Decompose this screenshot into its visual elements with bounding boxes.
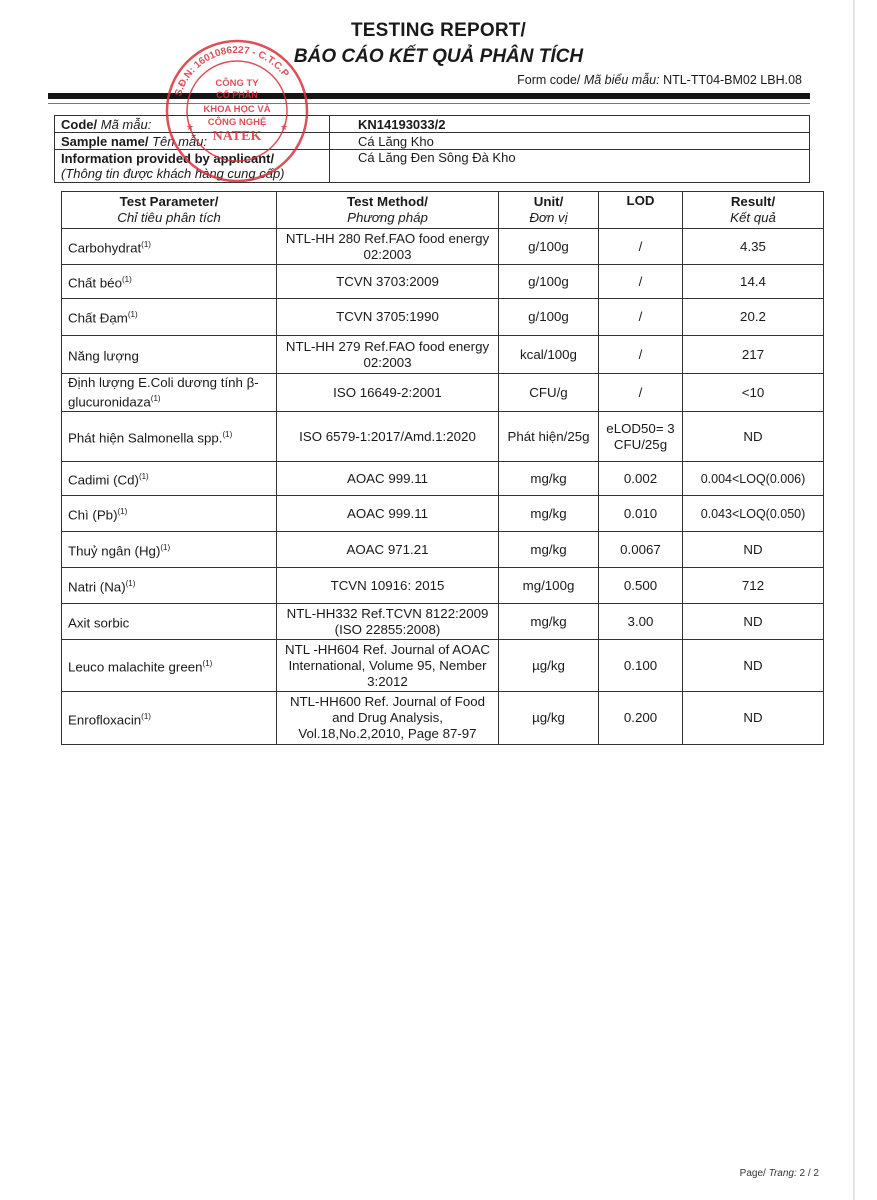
col-header-unit: Unit/ Đơn vị (499, 192, 599, 229)
method-cell: NTL-HH 279 Ref.FAO food energy 02:2003 (277, 336, 499, 374)
svg-text:KHOA HỌC VÀ: KHOA HỌC VÀ (203, 104, 271, 115)
result-cell: 4.35 (683, 229, 824, 265)
param-cell: Natri $(Na)^{(1)}$ (62, 568, 277, 604)
param-cell: Axit sorbic (62, 604, 277, 640)
table-row (62, 336, 824, 374)
unit-cell: g/100g (499, 229, 599, 265)
company-seal-stamp (162, 36, 312, 186)
method-cell: ISO 6579-1:2017/Amd.1:2020 (277, 412, 499, 462)
param-cell: Thuỷ ngân $(Hg)^{(1)}$ (62, 532, 277, 568)
method-cell: NTL-HH332 Ref.TCVN 8122:2009 (ISO 22855:2008) (277, 604, 499, 640)
col-header-result: Result/ Kết quả (683, 192, 824, 229)
page-label-vi: Trang: (768, 1168, 797, 1179)
lod-cell: 3.00 (599, 604, 683, 640)
param-cell: Phát hiện Salmonella spp.$^{(1)}$ (62, 412, 277, 462)
svg-text:S.Đ.N: 1601086227 - C.T.C.P: S.Đ.N: 1601086227 - C.T.C.P (173, 44, 291, 98)
table-row (62, 374, 824, 412)
method-cell: NTL-HH 280 Ref.FAO food energy 02:2003 (277, 229, 499, 265)
result-cell: ND (683, 692, 824, 745)
lod-cell: 0.002 (599, 462, 683, 496)
svg-text:CỔ PHẦN: CỔ PHẦN (216, 90, 258, 100)
result-cell: ND (683, 532, 824, 568)
svg-text:★: ★ (279, 122, 289, 132)
col-header-lod: LOD (599, 192, 683, 229)
unit-cell: mg/kg (499, 496, 599, 532)
table-row (62, 568, 824, 604)
unit-cell: µg/kg (499, 692, 599, 745)
code-label: Code/ Mã mẫu: (55, 116, 330, 133)
lod-cell: 0.010 (599, 496, 683, 532)
param-cell: Chất Đạm$^{(1)}$ (62, 299, 277, 336)
unit-cell: mg/kg (499, 462, 599, 496)
table-row (62, 412, 824, 462)
sample-label: Sample name/ Tên mẫu: (55, 133, 330, 150)
table-row (62, 496, 824, 532)
page-edge (853, 0, 855, 1200)
unit-cell: Phát hiện/25g (499, 412, 599, 462)
page-number (740, 1168, 819, 1179)
result-cell: ND (683, 640, 824, 692)
lod-cell: 0.500 (599, 568, 683, 604)
result-cell: 20.2 (683, 299, 824, 336)
param-cell: Cadimi $(Cd)^{(1)}$ (62, 462, 277, 496)
method-cell: AOAC 971.21 (277, 532, 499, 568)
param-cell: Chất béo$^{(1)}$ (62, 265, 277, 299)
param-cell: Leuco malachite green$^{(1)}$ (62, 640, 277, 692)
param-cell: Carbohydrat$^{(1)}$ (62, 229, 277, 265)
table-row (62, 604, 824, 640)
method-cell: AOAC 999.11 (277, 496, 499, 532)
sample-value: Cá Lăng Kho (330, 133, 810, 150)
unit-cell: mg/kg (499, 532, 599, 568)
result-cell: ND (683, 412, 824, 462)
code-value: KN14193033/2 (330, 116, 810, 133)
method-cell: TCVN 3705:1990 (277, 299, 499, 336)
result-cell: 14.4 (683, 265, 824, 299)
unit-cell: CFU/g (499, 374, 599, 412)
table-row (62, 462, 824, 496)
lod-cell: / (599, 336, 683, 374)
form-code-label: Form code/ (517, 73, 581, 87)
provided-label: Information provided by applicant/ (Thông tin được khách hàng cung cấp) (55, 150, 330, 183)
page-label: Page/ (739, 1168, 766, 1179)
lod-cell: / (599, 374, 683, 412)
result-cell: 217 (683, 336, 824, 374)
table-row (62, 299, 824, 336)
unit-cell: kcal/100g (499, 336, 599, 374)
table-row (62, 532, 824, 568)
svg-text:CÔNG NGHỆ: CÔNG NGHỆ (207, 117, 267, 128)
result-cell: ND (683, 604, 824, 640)
method-cell: ISO 16649-2:2001 (277, 374, 499, 412)
result-cell: 0.043<LOQ(0.050) (683, 496, 824, 532)
table-row (62, 640, 824, 692)
svg-text:★: ★ (185, 122, 195, 132)
lod-cell: 0.200 (599, 692, 683, 745)
lod-cell: eLOD50= 3 CFU/25g (599, 412, 683, 462)
unit-cell: µg/kg (499, 640, 599, 692)
lod-cell: 0.0067 (599, 532, 683, 568)
result-cell: 0.004<LOQ(0.006) (683, 462, 824, 496)
unit-cell: mg/100g (499, 568, 599, 604)
col-header-parameter: Test Parameter/ Chỉ tiêu phân tích (62, 192, 277, 229)
method-cell: AOAC 999.11 (277, 462, 499, 496)
unit-cell: g/100g (499, 265, 599, 299)
table-row (62, 692, 824, 745)
form-code-value: NTL-TT04-BM02 LBH.08 (663, 73, 802, 87)
report-title-en: TESTING REPORT/ (350, 20, 527, 41)
page-value: 2 / 2 (799, 1168, 819, 1179)
table-row (62, 229, 824, 265)
results-header-row (62, 192, 824, 229)
results-table (61, 191, 824, 745)
param-cell: Chì $(Pb)^{(1)}$ (62, 496, 277, 532)
param-cell: Năng lượng (62, 336, 277, 374)
method-cell: NTL-HH600 Ref. Journal of Food and Drug Analysis, Vol.18,No.2,2010, Page 87-97 (277, 692, 499, 745)
svg-text:CÔNG TY: CÔNG TY (215, 78, 259, 89)
report-title-vi: BÁO CÁO KẾT QUẢ PHÂN TÍCH (293, 46, 584, 67)
result-cell: 712 (683, 568, 824, 604)
lod-cell: / (599, 299, 683, 336)
col-header-method: Test Method/ Phương pháp (277, 192, 499, 229)
unit-cell: g/100g (499, 299, 599, 336)
provided-value: Cá Lăng Đen Sông Đà Kho (330, 150, 810, 183)
method-cell: NTL -HH604 Ref. Journal of AOAC International, Volume 95, Nember 3:2012 (277, 640, 499, 692)
lod-cell: 0.100 (599, 640, 683, 692)
form-code-label-vi: Mã biểu mẫu: (583, 73, 660, 87)
lod-cell: / (599, 229, 683, 265)
table-row (62, 265, 824, 299)
method-cell: TCVN 3703:2009 (277, 265, 499, 299)
param-cell: Định lượng E.Coli dương tính β-glucuronidaza$^{(1)}$ (62, 374, 277, 412)
param-cell: Enrofloxacin$^{(1)}$ (62, 692, 277, 745)
lod-cell: / (599, 265, 683, 299)
result-cell: <10 (683, 374, 824, 412)
form-code (517, 73, 802, 87)
svg-text:NATEK: NATEK (212, 129, 262, 144)
unit-cell: mg/kg (499, 604, 599, 640)
method-cell: TCVN 10916: 2015 (277, 568, 499, 604)
